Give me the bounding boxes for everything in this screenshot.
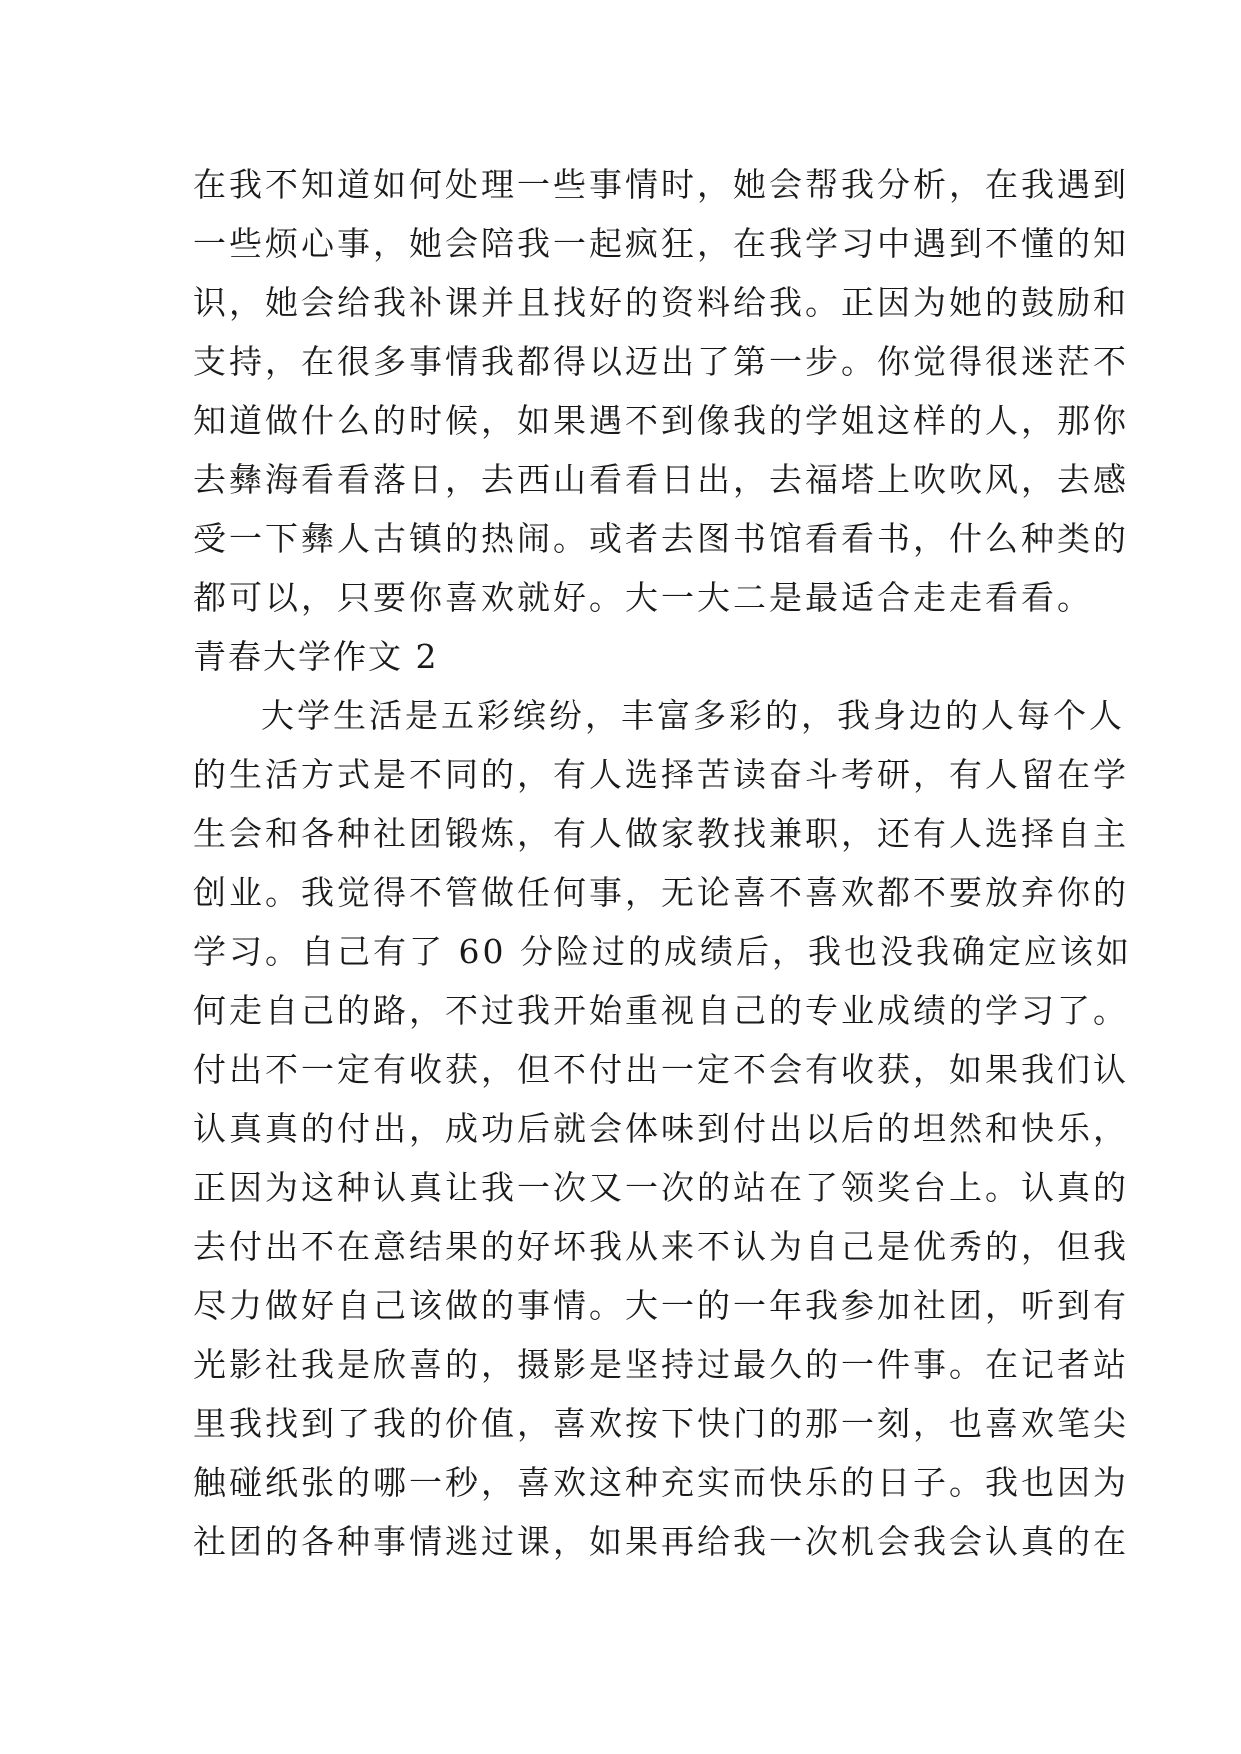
text-line: 触碰纸张的哪一秒，喜欢这种充实而快乐的日子。我也因为 bbox=[193, 1463, 1129, 1502]
text-line: 受一下彝人古镇的热闹。或者去图书馆看看书，什么种类的 bbox=[193, 519, 1129, 558]
text-line: 去付出不在意结果的好坏我从来不认为自己是优秀的，但我 bbox=[193, 1227, 1129, 1266]
text-line: 支持，在很多事情我都得以迈出了第一步。你觉得很迷茫不 bbox=[193, 342, 1129, 381]
paragraph-2 bbox=[193, 686, 1132, 1571]
text-line: 付出不一定有收获，但不付出一定不会有收获，如果我们认 bbox=[193, 1050, 1129, 1089]
document-body bbox=[193, 155, 1132, 1571]
text-line: 去彝海看看落日，去西山看看日出，去福塔上吹吹风，去感 bbox=[193, 460, 1129, 499]
text-line: 何走自己的路，不过我开始重视自己的专业成绩的学习了。 bbox=[193, 991, 1129, 1030]
text-line: 都可以，只要你喜欢就好。大一大二是最适合走走看看。 bbox=[193, 578, 1093, 617]
text-line: 正因为这种认真让我一次又一次的站在了领奖台上。认真的 bbox=[193, 1168, 1129, 1207]
section-heading: 青春大学作文 2 bbox=[193, 637, 439, 676]
text-line: 的生活方式是不同的，有人选择苦读奋斗考研，有人留在学 bbox=[193, 755, 1129, 794]
text-line: 创业。我觉得不管做任何事，无论喜不喜欢都不要放弃你的 bbox=[193, 873, 1129, 912]
text-line: 认真真的付出，成功后就会体味到付出以后的坦然和快乐， bbox=[193, 1109, 1129, 1148]
paragraph-1 bbox=[193, 155, 1129, 627]
text-line: 尽力做好自己该做的事情。大一的一年我参加社团，听到有 bbox=[193, 1286, 1129, 1325]
text-line: 社团的各种事情逃过课，如果再给我一次机会我会认真的在 bbox=[193, 1522, 1129, 1561]
text-line: 知道做什么的时候，如果遇不到像我的学姐这样的人，那你 bbox=[193, 401, 1129, 440]
text-line: 学习。自己有了 60 分险过的成绩后，我也没我确定应该如 bbox=[193, 932, 1132, 971]
text-line: 在我不知道如何处理一些事情时，她会帮我分析，在我遇到 bbox=[193, 165, 1129, 204]
text-line: 一些烦心事，她会陪我一起疯狂，在我学习中遇到不懂的知 bbox=[193, 224, 1129, 263]
text-line: 光影社我是欣喜的，摄影是坚持过最久的一件事。在记者站 bbox=[193, 1345, 1129, 1384]
text-line: 大学生活是五彩缤纷，丰富多彩的，我身边的人每个人 bbox=[261, 696, 1125, 735]
text-line: 生会和各种社团锻炼，有人做家教找兼职，还有人选择自主 bbox=[193, 814, 1129, 853]
text-line: 识，她会给我补课并且找好的资料给我。正因为她的鼓励和 bbox=[193, 283, 1129, 322]
text-line: 里我找到了我的价值，喜欢按下快门的那一刻，也喜欢笔尖 bbox=[193, 1404, 1129, 1443]
